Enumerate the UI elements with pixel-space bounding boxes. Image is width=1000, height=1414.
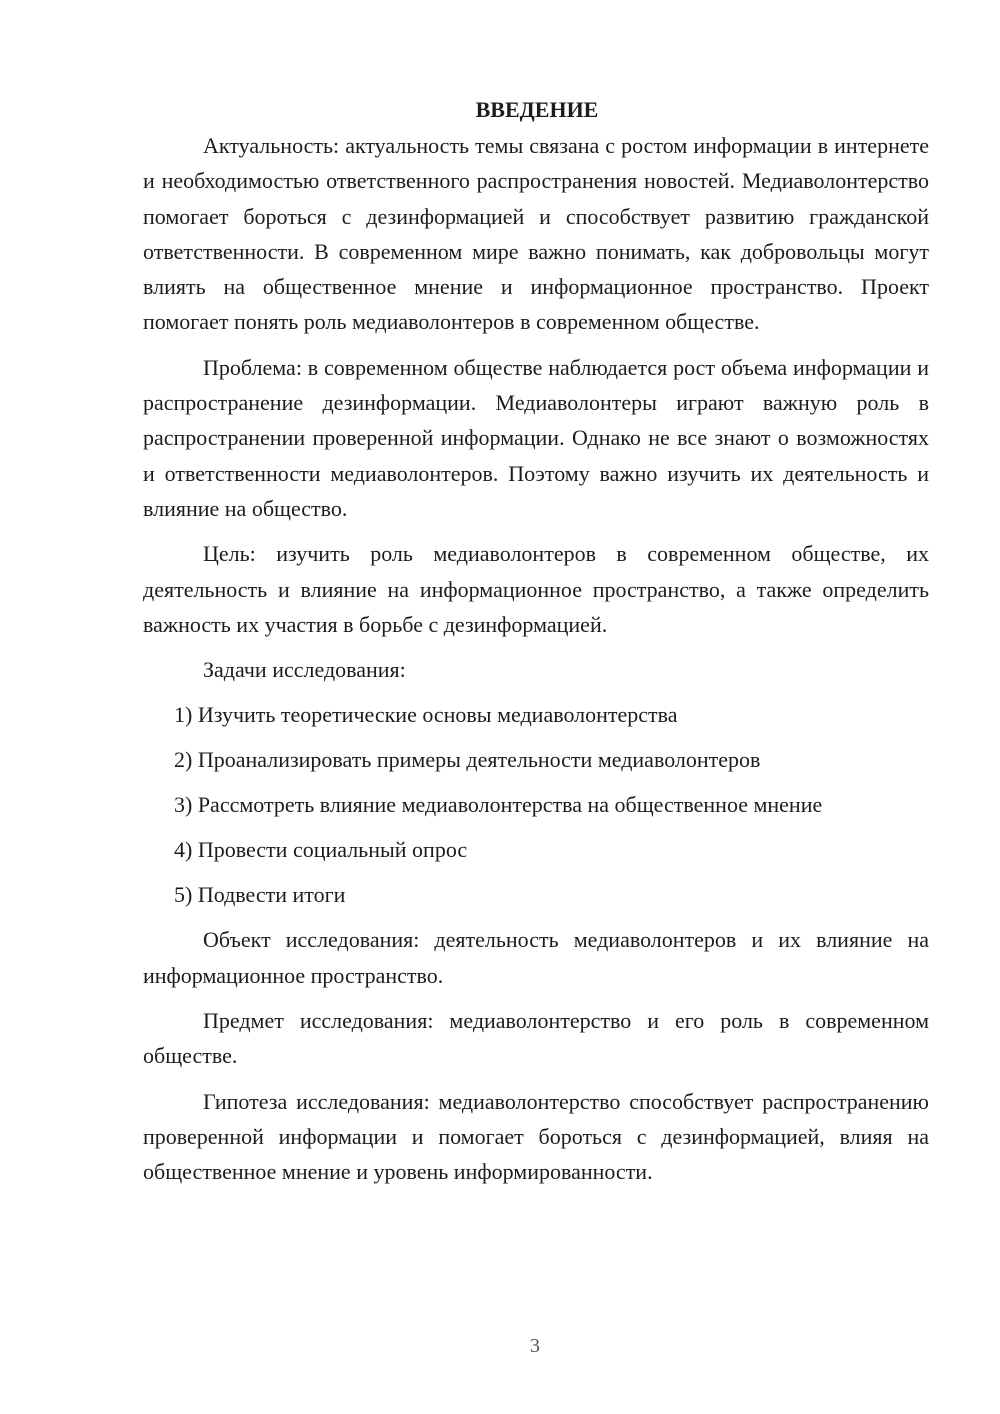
task-item: 4) Провести социальный опрос — [174, 837, 468, 863]
object-paragraph: Объект исследования: деятельность медиаволонтеров и их влияние на информационное пространство. — [143, 927, 929, 988]
problem-paragraph: Проблема: в современном обществе наблюдается рост объема информации и распространение дезинформации. Медиаволонтеры играют важную роль в распространении проверенной информации. Однако не все знают о возможностях и ответственности медиаволонтеров. Поэтому важно изучить их деятельность и влияние на общество. — [143, 354, 929, 521]
tasks-title: Задачи исследования: — [203, 657, 406, 683]
relevance-paragraph: Актуальность: актуальность темы связана с ростом информации в интернете и необходимостью ответственного распространения новостей. Медиаволонтерство помогает бороться с дезинформацией и способствует развитию гражданской ответственности. В современном мире важно понимать, как добровольцы могут влиять на общественное мнение и информационное пространство. Проект помогает понять роль медиаволонтеров в современном обществе. — [143, 133, 929, 335]
page-title: ВВЕДЕНИЕ — [475, 97, 599, 122]
task-item: 3) Рассмотреть влияние медиаволонтерства на общественное мнение — [174, 792, 823, 818]
hypothesis-paragraph: Гипотеза исследования: медиаволонтерство способствует распространению проверенной информации и помогает бороться с дезинформацией, влияя на общественное мнение и уровень информированности. — [143, 1088, 929, 1185]
task-item: 5) Подвести итоги — [174, 882, 346, 908]
tasks-list — [143, 697, 929, 912]
document-page — [143, 92, 929, 1200]
subject-paragraph: Предмет исследования: медиаволонтерство и его роль в современном обществе. — [143, 1008, 929, 1069]
page-number: 3 — [530, 1335, 540, 1357]
goal-paragraph: Цель: изучить роль медиаволонтеров в современном обществе, их деятельность и влияние на информационное пространство, а также определить важность их участия в борьбе с дезинформацией. — [143, 541, 929, 637]
task-item: 1) Изучить теоретические основы медиаволонтерства — [174, 702, 678, 728]
task-item: 2) Проанализировать примеры деятельности медиаволонтеров — [174, 747, 761, 773]
